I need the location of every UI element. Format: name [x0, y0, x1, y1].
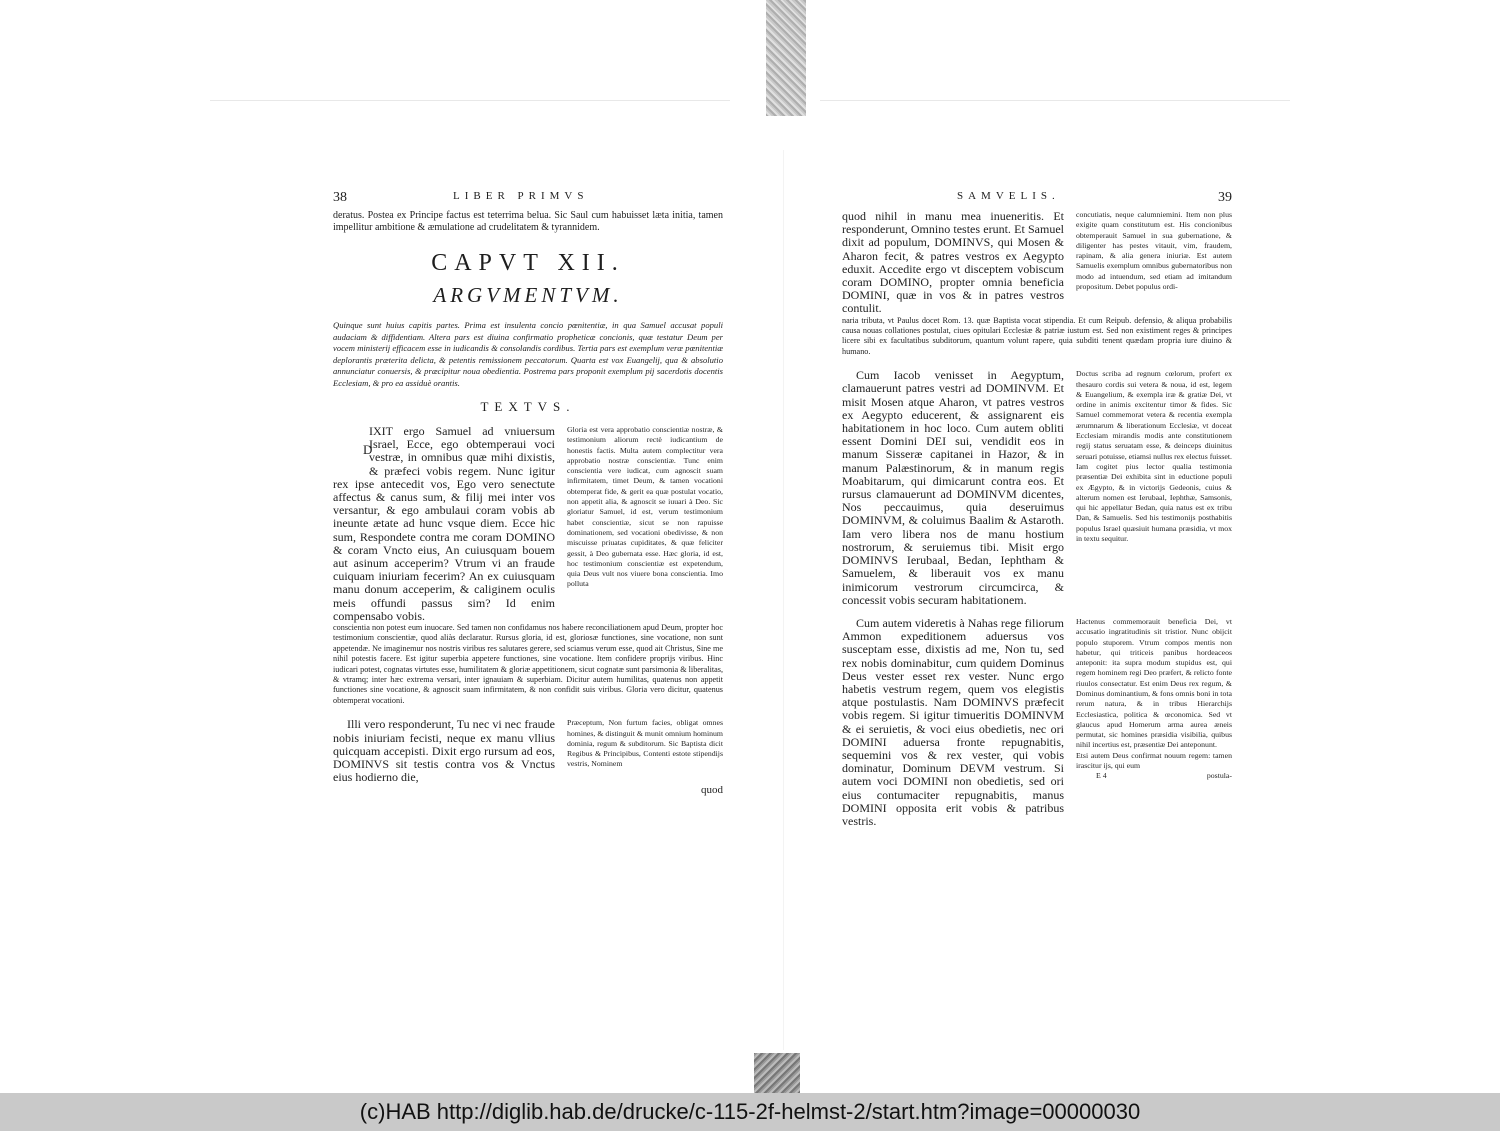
left-full-note: conscientia non potest eum inuocare. Sed tamen non confidamus nos habere reconciliationem apud Deum, propter hoc testimonium conscientiæ, quod aliàs declaratur. Rursus gloria, id est, gloriosæ functiones, sine vocatione, non sunt appetendæ. Ne imaginemur nos nostris viribus res salutares gerere, sed sciamus verum esse, quod ait Christus, Sine me nihil potestis facere. Est igitur superbia appetere functiones, sine vocatione. Item confidere proprijs viribus. Hinc iudicari potest, cognatas virtutes esse, humilitatem & gloriæ appetitionem, sicut cognatæ sunt parsimonia & liberalitas, & vtramq; inter hæc extrema versari, inter ignauiam & superbiam. Dicitur autem humilitas, quatenus non appetit functiones sine vocatione, & agnoscit suam infirmitatem, & non confidit suis viribus. Gloria vero dicitur, quatenus obtemperat vocationi.: [333, 623, 723, 705]
right-catchword: postula-: [1206, 771, 1232, 781]
right-page: [842, 190, 1232, 828]
right-side-note-4: Etsi autem Deus confirmat nouum regem: tamen irascitur ijs, qui eum: [1076, 750, 1232, 771]
right-side-note-3: Hactenus commemorauit beneficia Dei, vt accusatio ingratitudinis sit tristior. Nunc obijcit populo stuporem. Vtrum compos mentis non habetur, qui triticeis panibus hordeaceos anteponit: ita supra modum stupidus est, qui regem hominem regi Deo præfert, & relicto fonte riuulos consectatur. Est enim Deus rex regum, & Dominus dominantium, & fons omnis boni in tota rerum natura, & in tribus Hierarchijs Ecclesiastica, politica & œconomica. Sed vt glaucus apud Homerum arma aurea æneis permutat, sic homines præsidia visibilia, quibus nihil incertius est, præsentiæ Dei anteponunt.: [1076, 616, 1232, 750]
left-side-note-2: Præceptum, Non furtum facies, obligat omnes homines, & distinguit & munit omnium hominum dominia, regum & subditorum. Sic Baptista dicit Regibus & Principibus, Contenti estote stipendijs vestris, Nominem: [567, 718, 723, 769]
copyright-footer: [0, 1093, 1500, 1131]
book-fold: [783, 150, 784, 1050]
argumentum-title: ARGVMENTVM.: [433, 283, 623, 307]
left-lead-text: deratus. Postea ex Principe factus est teterrima belua. Sic Saul cum habuisset læta initia, tamen impellitur ambitione & æmulatione ad crudelitatem & tyrannidem.: [333, 210, 723, 233]
argumentum-text: Quinque sunt huius capitis partes. Prima est insulenta concio pœnitentiæ, in qua Samuel accusat populi audaciam & diffidentiam. Altera pars est diuina confirmatio propheticæ concionis, quæ testatur Deum per vocem ministerij efficacem esse in iudicandis & consolandis cordibus. Tertia pars est exemplum veræ pœnitentiæ deplorantis præterita delicta, & petentis remissionem peccatorum. Quarta est vox Euangelij, qua & absolutio annunciatur conuersis, & præcipitur noua obedientia. Postrema pars proponit exemplum pij sacerdotis docentis Ecclesiam, & pro ea assiduè orantis.: [333, 320, 723, 388]
signature-mark: E 4: [1096, 771, 1107, 781]
right-running-head: [842, 190, 1232, 210]
right-columns-1: [842, 210, 1232, 316]
textus-title: TEXTVS.: [480, 399, 576, 414]
right-main-text-1: quod nihil in manu mea inueneritis. Et responderunt, Omnino testes erunt. Et Samuel dixit ad populum, DOMINVS, qui Mosen & Aharon fecit, & patres vestros ex Aegypto eduxit. Accedite ergo vt disceptem vobiscum coram DOMINO, propter omnia beneficia DOMINI, quæ in vos & in patres vestros contulit.: [842, 209, 1064, 316]
right-full-note: naria tributa, vt Paulus docet Rom. 13. quæ Baptista vocat stipendia. Et cum Reipub. defensio, & aliqua probabilis causa nouas collationes postulat, ciues opitulari Ecclesiæ & patriæ iustum est. Sed non existiment reges & principes licere sibi ex facultatibus subditorum, quantum volunt rapere, quia subditi tenent quædam propria iure diuino & humano.: [842, 315, 1232, 356]
right-side-note-1: concutiatis, neque calumniemini. Item non plus exigite quam constitutum est. His concionibus obtemperauit Samuel in sua gubernatione, & diligenter has pestes vitauit, vim, fraudem, rapinam, & alia genera iniuriæ. Est autem Samuelis exemplum omnibus gubernatoribus non modo ad intuendum, sed etiam ad imitandum propositum. Debet populus ordi-: [1076, 210, 1232, 292]
right-side-notes-3: [1076, 617, 1232, 828]
chapter-title: CAPVT XII.: [431, 250, 625, 276]
right-columns-3: [842, 617, 1232, 828]
left-columns-2: [333, 718, 723, 784]
left-main-text-1-body: IXIT ergo Samuel ad vniuersum Israel, Ecce, ego obtemperaui voci vestræ, in omnibus quæ mihi dixistis, & præfeci vobis regem. Nunc igitur rex ipse antecedit vos, Ego vero senectute affectus & canus sum, & filij mei inter vos versantur, & ego ambulaui coram vobis ab ineunte ætate ad hunc vsque diem. Ecce hic sum, Respondete contra me coram DOMINO & coram Vncto eius, An cuiusquam bouem aut asinum acceperim? Vtrum vi an fraude cuiquam iniuriam fecerim? An ex cuiusquam manu donum acceperim, & caliginem oculis meis offundi passus sim? Id enim compensabo vobis.: [333, 424, 555, 623]
right-page-number: 39: [1218, 190, 1232, 205]
scan-speck-line-left: [210, 100, 730, 101]
right-side-note-2: Doctus scriba ad regnum cœlorum, profert ex thesauro cordis sui vetera & noua, id est, legem & Euangelium, & exempla iræ & gratiæ Dei, vt ordine in animis excitentur timor & fides. Sic Samuel commemorat vetera & recentia exempla ærumnarum & liberationum Ecclesiæ, vt doceat Ecclesiam mirandis modis ante constitutionem regij status seruatam esse, & deinceps diuinitus seruari potuisse, etiamsi nullus rex electus fuisset. Iam cogitet pius lector qualia testimonia præsentiæ Dei exhibita sint in eductione populi ex Ægypto, & in victorijs Gedeonis, cuius & alterum nomen est Ierubaal, Iephthæ, Samsonis, qui hic appellatur Bedan, quia natus est ex tribu Dan, & Samuelis. Sed his testimonijs posthabitis populus Israel quæsiuit humana præsidia, vt mox in textu sequitur.: [1076, 369, 1232, 543]
right-main-text-3: Cum autem videretis à Nahas rege filiorum Ammon expeditionem aduersus vos susceptam esse, dixistis ad me, Non tu, sed rex nobis dominabitur, cum quidem Dominus Deus vester esset rex vester. Nunc ergo habetis vestrum regem, quem vos elegistis atque postulastis. Nam DOMINVS præfecit vobis regem. Si igitur timueritis DOMINVM & ei seruietis, & voci eius obedietis, nec ori DOMINI aduersa fronte repugnabitis, sequemini vos & rex vester, qui vobis dominatur, Dominum DEVM vestrum. Si autem voci DOMINI non obedietis, sed ori eius contumaciter repugnabitis, manus DOMINI opposita erit vobis & patribus vestris.: [842, 615, 1064, 828]
left-side-note-1: Gloria est vera approbatio conscientiæ nostræ, & testimonium aliorum rectè iudicantium de honestis factis. Multa autem complectitur vera approbatio nostræ conscientiæ. Tunc enim conscientia vere iudicat, cum agnoscit suam infirmitatem, timet Deum, & tamen vocationi obtemperat fide, & gerit ea quæ postulat vocatio, non appetit alia, & agnoscit se iuuari à Deo. Sic gloriatur Samuel, id est, verum testimonium habet conscientiæ, sicut se non rapuisse dominationem, sed vocationi obedivisse, & non miscuisse priuatas cupiditates, & quæ feliciter gessit, à Deo gubernata esse. Hæc gloria, id est, hoc testimonium conscientiæ est expetendum, quia Deus vult nos viuere bona conscientia. Imo polluta: [567, 425, 723, 589]
left-catchword: quod: [701, 784, 723, 797]
page-spine-bottom: [754, 1053, 800, 1093]
page-spine-top: [766, 0, 806, 116]
right-main-text-2: Cum Iacob venisset in Aegyptum, clamauerunt patres vestri ad DOMINVM. Et misit Mosen atque Aharon, vt patres vestros ex Aegypto educerent, & assignarent eis habitationem in hoc loco. Cum autem obliti essent Domini DEI sui, vendidit eos in manum Sisseræ capitanei in Hazor, & in manum Palæstinorum, & in manum regis Moabitarum, qui dimicarunt contra eos. Et rursus clamauerunt ad DOMINVM dicentes, Nos peccauimus, quia deseruimus DOMINVM, & coluimus Baalim & Astaroth. Iam vero libera nos de manu hostium nostrorum, & seruiemus tibi. Misit ergo DOMINVS Ierubaal, Bedan, Iephtham & Samuelem, & liberauit vos ex manu inimicorum vestrorum circumcirca, & concessit vobis securam habitationem.: [842, 368, 1064, 607]
left-main-text-2: Illi vero responderunt, Tu nec vi nec fraude nobis iniuriam fecisti, neque ex manu vllius quicquam accepisti. Dixit ergo rursum ad eos, DOMINVS sit testis contra vos & Vnctus eius hodierno die,: [333, 717, 555, 785]
right-bottom-marks: [1076, 771, 1232, 781]
left-page: [333, 190, 723, 796]
left-page-number: 38: [333, 190, 347, 205]
right-running-title: SAMVELIS.: [957, 190, 1060, 202]
right-columns-2: [842, 369, 1232, 607]
drop-cap: D: [363, 442, 373, 457]
left-columns-1: [333, 425, 723, 623]
scan-speck-line-right: [820, 100, 1290, 101]
left-running-head: [333, 190, 723, 210]
left-main-text-1: [333, 425, 555, 623]
left-running-title: LIBER PRIMVS: [453, 190, 589, 202]
copyright-url-text: (c)HAB http://diglib.hab.de/drucke/c-115-2f-helmst-2/start.htm?image=00000030: [359, 1099, 1141, 1124]
